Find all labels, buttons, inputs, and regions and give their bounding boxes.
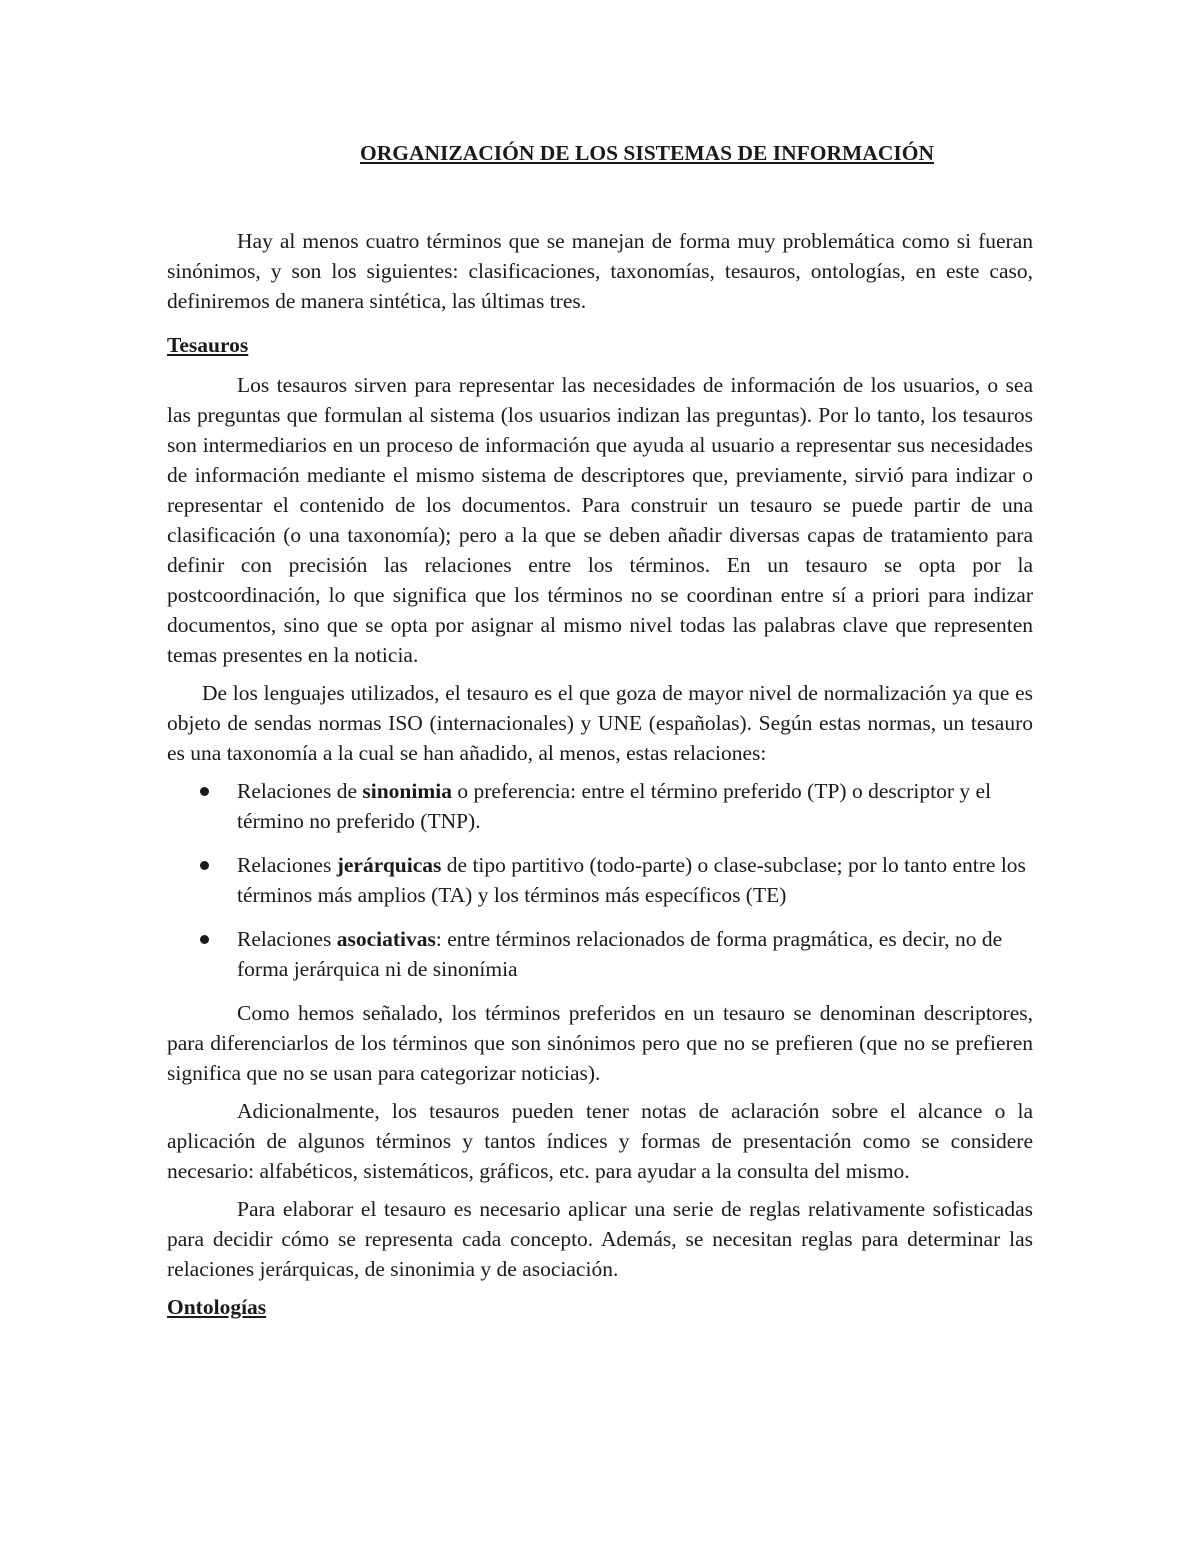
list-item-term: sinonimia — [362, 779, 452, 803]
document-body — [167, 226, 1033, 1332]
list-item-pre: Relaciones de — [237, 779, 363, 803]
tesauros-paragraph-4: Adicionalmente, los tesauros pueden tener notas de aclaración sobre el alcance o la aplicación de algunos términos y tantos índices y formas de presentación como se considere necesario: alfabéticos, sistemáticos, gráficos, etc. para ayudar a la consulta del mismo. — [167, 1099, 1033, 1183]
list-item-post: o preferencia: entre el término preferido (TP) o descriptor y el término no preferido (TNP). — [237, 779, 992, 833]
list-item-post: : entre términos relacionados de forma pragmática, es decir, no de forma jerárquica ni de sinonímia — [237, 927, 1003, 981]
section-heading-tesauros: Tesauros — [167, 333, 249, 357]
list-item-pre: Relaciones — [237, 853, 337, 877]
bullet-icon — [200, 861, 209, 870]
relations-list — [167, 776, 1033, 984]
intro-paragraph: Hay al menos cuatro términos que se manejan de forma muy problemática como si fueran sinónimos, y son los siguientes: clasificaciones, taxonomías, tesauros, ontologías, en este caso, definiremos de manera sintética, las últimas tres. — [167, 229, 1033, 313]
list-item-pre: Relaciones — [237, 927, 337, 951]
list-item-term: asociativas — [336, 927, 436, 951]
bullet-icon — [200, 787, 209, 796]
list-item — [167, 850, 1033, 910]
list-item — [167, 776, 1033, 836]
tesauros-paragraph-3: Como hemos señalado, los términos preferidos en un tesauro se denominan descriptores, para diferenciarlos de los términos que son sinónimos pero que no se prefieren (que no se prefieren significa que no se usan para categorizar noticias). — [167, 1001, 1033, 1085]
list-item — [167, 924, 1033, 984]
section-heading-ontologias: Ontologías — [167, 1295, 267, 1319]
list-item-term: jerárquicas — [336, 853, 442, 877]
tesauros-paragraph-1: Los tesauros sirven para representar las necesidades de información de los usuarios, o sea las preguntas que formulan al sistema (los usuarios indizan las preguntas). Por lo tanto, los tesauros son intermediarios en un proceso de información que ayuda al usuario a representar sus necesidades de información mediante el mismo sistema de descriptores que, previamente, sirvió para indizar o representar el contenido de los documentos. Para construir un tesauro se puede partir de una clasificación (o una taxonomía); pero a la que se deben añadir diversas capas de tratamiento para definir con precisión las relaciones entre los términos. En un tesauro se opta por la postcoordinación, lo que significa que los términos no se coordinan entre sí a priori para indizar documentos, sino que se opta por asignar al mismo nivel todas las palabras clave que representen temas presentes en la noticia. — [167, 373, 1033, 667]
tesauros-paragraph-2: De los lenguajes utilizados, el tesauro es el que goza de mayor nivel de normalización ya que es objeto de sendas normas ISO (internacionales) y UNE (españolas). Según estas normas, un tesauro es una taxonomía a la cual se han añadido, al menos, estas relaciones: — [167, 681, 1033, 765]
document-title: ORGANIZACIÓN DE LOS SISTEMAS DE INFORMACIÓN — [359, 141, 934, 165]
list-item-post: de tipo partitivo (todo-parte) o clase-subclase; por lo tanto entre los términos más amplios (TA) y los términos más específicos (TE) — [237, 853, 1026, 907]
bullet-icon — [200, 935, 209, 944]
tesauros-paragraph-5: Para elaborar el tesauro es necesario aplicar una serie de reglas relativamente sofisticadas para decidir cómo se representa cada concepto. Además, se necesitan reglas para determinar las relaciones jerárquicas, de sinonimia y de asociación. — [167, 1197, 1033, 1281]
